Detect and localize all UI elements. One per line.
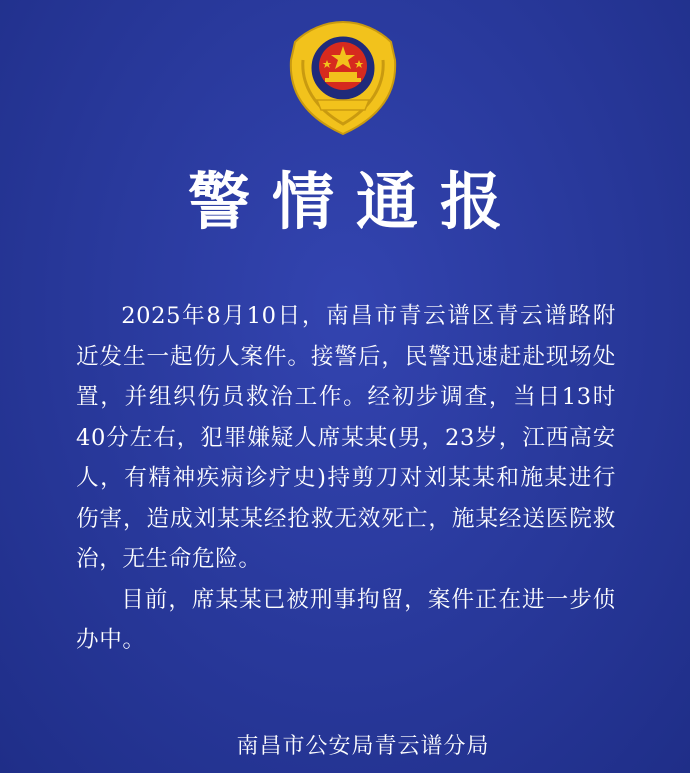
notice-body bbox=[76, 296, 616, 661]
notice-signature: 南昌市公安局青云谱分局 bbox=[236, 734, 490, 759]
police-emblem-icon bbox=[283, 20, 403, 138]
notice-paragraph: 2025年8月10日，南昌市青云谱区青云谱路附近发生一起伤人案件。接警后，民警迅速赶赴现场处置，并组织伤员救治工作。经初步调查，当日13时40分左右，犯罪嫌疑人席某某(男，23岁，江西高安人，有精神疾病诊疗史)持剪刀对刘某某和施某进行伤害，造成刘某某经抢救无效死亡，施某经送医院救治，无生命危险。 bbox=[76, 303, 616, 572]
notice-paragraph: 目前，席某某已被刑事拘留，案件正在进一步侦办中。 bbox=[76, 586, 616, 653]
notice-title: 警情通报 bbox=[187, 165, 524, 238]
